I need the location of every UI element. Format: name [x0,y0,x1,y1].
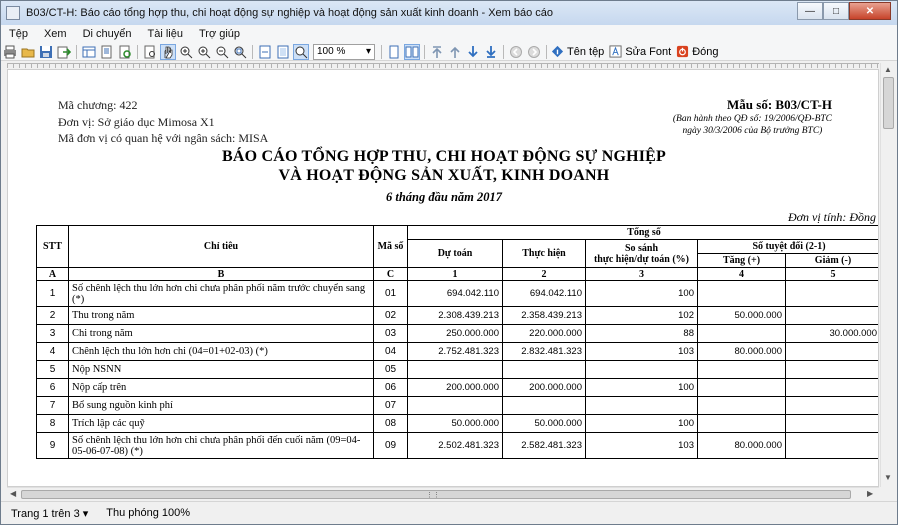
code-3: 3 [586,268,698,281]
row-du-toan: 50.000.000 [408,415,503,433]
row-du-toan [408,361,503,379]
header-stt: STT [37,226,69,268]
chevron-down-icon: ▾ [82,507,89,520]
row-tang [698,397,786,415]
row-chi-tieu: Trích lập các quỹ [69,415,374,433]
row-thuc-hien [503,397,586,415]
row-chi-tieu: Chi trong năm [69,325,374,343]
row-ma-so: 08 [374,415,408,433]
row-chi-tieu: Nộp cấp trên [69,379,374,397]
vertical-scrollbar[interactable] [880,63,896,487]
prev-page-icon[interactable] [447,44,463,60]
multi-page-icon[interactable] [404,44,420,60]
zoom-select[interactable] [313,44,375,60]
close-report-button[interactable] [676,45,718,58]
scroll-down-icon[interactable]: ▼ [884,473,892,482]
menu-navigate[interactable]: Di chuyển [82,28,132,40]
report-title-1: BÁO CÁO TỔNG HỢP THU, CHI HOẠT ĐỘNG SỰ NGHIỆP [221,148,667,165]
row-thuc-hien: 200.000.000 [503,379,586,397]
hand-tool-icon[interactable] [160,44,176,60]
row-giam [786,397,880,415]
row-stt: 8 [37,415,69,433]
toolbar [1,43,897,61]
row-so-sanh: 100 [586,415,698,433]
row-thuc-hien: 694.042.110 [503,281,586,307]
export-icon[interactable] [56,44,72,60]
row-so-sanh [586,361,698,379]
row-stt: 4 [37,343,69,361]
ruler [7,63,879,68]
chapter-code: Mã chương: 422 [58,98,138,112]
header-thuc-hien: Thực hiện [503,240,586,268]
status-bar [1,501,897,524]
save-icon[interactable] [38,44,54,60]
row-giam [786,361,880,379]
maximize-button[interactable]: □ [823,2,849,20]
open-icon[interactable] [20,44,36,60]
row-so-sanh: 102 [586,307,698,325]
header-so-sanh [586,240,698,268]
row-chi-tieu: Nộp NSNN [69,361,374,379]
report-table [36,225,879,459]
row-so-sanh: 88 [586,325,698,343]
zoom-status: Thu phóng 100% [106,507,191,519]
row-tang: 50.000.000 [698,307,786,325]
row-giam [786,415,880,433]
row-ma-so: 04 [374,343,408,361]
row-chi-tieu: Bổ sung nguồn kinh phí [69,397,374,415]
table-row [37,397,880,415]
forward-icon[interactable] [526,44,542,60]
decree-line-1: (Ban hành theo QĐ số: 19/2006/QĐ-BTC [672,114,832,124]
row-ma-so: 01 [374,281,408,307]
info-icon [551,45,564,58]
row-stt: 3 [37,325,69,343]
row-du-toan [408,397,503,415]
row-tang: 80.000.000 [698,433,786,459]
table-row [37,361,880,379]
first-page-icon[interactable] [429,44,445,60]
report-header-left [58,97,268,147]
header-du-toan: Dự toán [408,240,503,268]
font-icon [609,45,622,58]
zoom-in-icon[interactable] [178,44,194,60]
page-indicator-text: Trang 1 trên 3 [11,507,80,520]
row-so-sanh: 100 [586,281,698,307]
layout-icon[interactable] [81,44,97,60]
close-window-button[interactable]: ✕ [849,2,891,20]
row-du-toan: 2.502.481.323 [408,433,503,459]
header-ma-so: Mã số [374,226,408,268]
budget-unit-code: Mã đơn vị có quan hệ với ngân sách: MISA [58,131,269,145]
page-indicator[interactable] [1,507,96,520]
zoom-fit-icon[interactable] [232,44,248,60]
row-chi-tieu: Thu trong năm [69,307,374,325]
row-du-toan: 694.042.110 [408,281,503,307]
print-icon[interactable] [2,44,18,60]
row-stt: 9 [37,433,69,459]
row-tang [698,415,786,433]
single-page-icon[interactable] [386,44,402,60]
row-giam [786,307,880,325]
row-thuc-hien: 2.358.439.213 [503,307,586,325]
report-header-right [673,97,832,137]
header-so-sanh-line-1: So sánh [624,242,659,254]
menu-bar [1,25,897,43]
last-page-icon[interactable] [483,44,499,60]
row-du-toan: 200.000.000 [408,379,503,397]
table-row [37,307,880,325]
row-so-sanh: 103 [586,433,698,459]
currency-unit: Đơn vị tính: Đồng [787,210,876,224]
report-title-2: VÀ HOẠT ĐỘNG SẢN XUẤT, KINH DOANH [278,167,610,184]
row-chi-tieu: Số chênh lệch thu lớn hơn chi chưa phân phối năm trước chuyển sang (*) [69,281,374,307]
row-stt: 5 [37,361,69,379]
actual-size-icon[interactable] [293,44,309,60]
minimize-button[interactable]: — [797,2,823,20]
row-ma-so: 05 [374,361,408,379]
row-du-toan: 2.308.439.213 [408,307,503,325]
decree-line-2: ngày 30/3/2006 của Bộ trưởng BTC) [682,126,823,136]
grip-icon: ⋮⋮ [426,492,440,499]
fit-page-icon[interactable] [275,44,291,60]
row-so-sanh: 103 [586,343,698,361]
header-chi-tieu: Chỉ tiêu [69,226,374,268]
header-so-sanh-line-2: thực hiện/dự toán (%) [593,253,690,265]
vertical-scroll-thumb[interactable] [883,77,894,129]
code-4: 4 [698,268,786,281]
row-tang [698,325,786,343]
row-tang [698,281,786,307]
row-ma-so: 02 [374,307,408,325]
row-thuc-hien: 50.000.000 [503,415,586,433]
row-stt: 2 [37,307,69,325]
menu-document[interactable]: Tài liệu [147,28,183,40]
row-thuc-hien: 220.000.000 [503,325,586,343]
code-5: 5 [786,268,880,281]
row-so-sanh [586,397,698,415]
row-stt: 6 [37,379,69,397]
row-tang [698,361,786,379]
row-so-sanh: 100 [586,379,698,397]
back-icon[interactable] [508,44,524,60]
table-row [37,433,880,459]
close-report-label: Đóng [692,45,719,58]
row-ma-so: 03 [374,325,408,343]
table-row [37,281,880,307]
menu-help[interactable]: Trợ giúp [198,28,241,40]
scroll-left-icon[interactable]: ◀ [10,489,17,498]
code-b: B [69,268,374,281]
row-giam [786,379,880,397]
menu-file[interactable]: Tệp [9,28,28,40]
row-thuc-hien: 2.832.481.323 [503,343,586,361]
refresh-icon[interactable] [117,44,133,60]
file-name-button[interactable] [551,45,604,58]
code-a: A [37,268,69,281]
window-title: B03/CT-H: Báo cáo tổng hợp thu, chi hoạt động sự nghiệp và hoạt động sản xuất kinh doanh - Xem báo cáo [26,7,554,19]
next-page-icon[interactable] [465,44,481,60]
unit-name: Đơn vị: Sở giáo dục Mimosa X1 [58,114,215,129]
code-2: 2 [503,268,586,281]
row-du-toan: 2.752.481.323 [408,343,503,361]
row-chi-tieu: Số chênh lệch thu lớn hơn chi chưa phân phối đến cuối năm (09=04-05-06-07-08) (*) [69,433,374,459]
horizontal-scrollbar[interactable] [7,487,879,501]
table-row [37,415,880,433]
edit-font-label: Sửa Font [625,45,672,58]
header-so-tuyet-doi: Số tuyệt đối (2-1) [698,240,880,254]
file-name-label: Tên tệp [567,45,605,58]
report-page [7,69,879,487]
row-giam [786,281,880,307]
scroll-up-icon[interactable]: ▲ [884,65,892,74]
preview-icon[interactable] [142,44,158,60]
app-icon [6,6,20,20]
code-c: C [374,268,408,281]
row-ma-so: 06 [374,379,408,397]
row-stt: 7 [37,397,69,415]
power-icon [676,45,689,58]
row-thuc-hien: 2.582.481.323 [503,433,586,459]
table-row [37,379,880,397]
row-du-toan: 250.000.000 [408,325,503,343]
edit-font-button[interactable] [609,45,671,58]
row-tang: 80.000.000 [698,343,786,361]
chevron-down-icon: ▾ [365,46,371,57]
row-giam: 30.000.000 [786,325,880,343]
table-row [37,325,880,343]
page-setup-icon[interactable] [99,44,115,60]
code-1: 1 [408,268,503,281]
menu-view[interactable]: Xem [43,28,67,40]
table-row [37,343,880,361]
form-number: Mẫu số: B03/CT-H [727,97,832,112]
header-tang: Tăng (+) [698,254,786,268]
row-tang [698,379,786,397]
row-stt: 1 [37,281,69,307]
row-thuc-hien [503,361,586,379]
zoom-value: 100 % [317,46,346,57]
row-giam [786,343,880,361]
zoom-out-icon[interactable] [214,44,230,60]
header-tong-so: Tổng số [408,226,880,240]
fit-width-icon[interactable] [257,44,273,60]
report-period: 6 tháng đầu năm 2017 [385,190,502,204]
scroll-right-icon[interactable]: ▶ [867,489,874,498]
row-ma-so: 09 [374,433,408,459]
row-chi-tieu: Chênh lệch thu lớn hơn chi (04=01+02-03) (*) [69,343,374,361]
row-giam [786,433,880,459]
row-ma-so: 07 [374,397,408,415]
header-giam: Giảm (-) [786,254,880,268]
title-bar [1,1,897,25]
zoom-in-alt-icon[interactable] [196,44,212,60]
